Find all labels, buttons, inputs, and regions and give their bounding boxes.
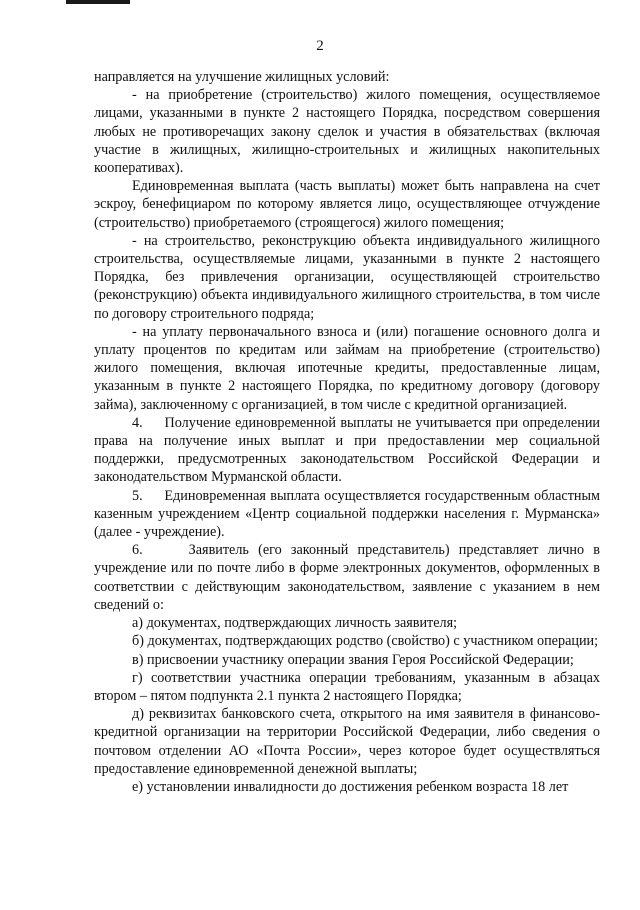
scan-edge-mark — [66, 0, 130, 4]
document-body — [94, 68, 600, 796]
list-item-a: а) документах, подтверждающих личность заявителя; — [132, 615, 458, 632]
paragraph-item-4: 4. Получение единовременной выплаты не учитывается при определении права на получение иных выплат и при предоставлении мер социальной поддержки, предусмотренных законодательством Российской Федерации и законодательством Мурманской области. — [94, 414, 600, 486]
paragraph-purchase: - на приобретение (строительство) жилого помещения, осуществляемое лицами, указанными в пункте 2 настоящего Порядка, посредством совершения любых не противоречащих закону сделок и участия в обязательствах (включая участие в жилищных, жилищно-строительных и жилищных накопительных кооперативах). — [94, 87, 600, 177]
list-item-g: г) соответствии участника операции требованиям, указанным в абзацах втором – пятом подпункта 2.1 пункта 2 настоящего Порядка; — [94, 669, 600, 704]
list-item-v: в) присвоении участнику операции звания Героя Российской Федерации; — [132, 651, 574, 668]
page-number: 2 — [316, 38, 324, 54]
paragraph-construction: - на строительство, реконструкцию объекта индивидуального жилищного строительства, осуществляемые лицами, указанными в пункте 2 настоящего Порядка, без привлечения организации, осуществляющей строительство (реконструкцию) объекта индивидуального жилищного строительства, в том числе по договору строительного подряда; — [94, 232, 600, 322]
list-item-e: е) установлении инвалидности до достижения ребенком возраста 18 лет — [132, 778, 569, 795]
paragraph-item-5: 5. Единовременная выплата осуществляется государственным областным казенным учреждением «Центр социальной поддержки населения г. Мурманска» (далее - учреждение). — [94, 487, 600, 541]
paragraph-mortgage: - на уплату первоначального взноса и (или) погашение основного долга и уплату процентов по кредитам или займам на приобретение (строительство) жилого помещения, включая ипотечные кредиты, предоставленные лицам, указанным в пункте 2 настоящего Порядка, по кредитному договору (договору займа), заключенному с организацией, в том числе с кредитной организацией. — [94, 323, 600, 413]
paragraph-item-6: 6. Заявитель (его законный представитель) представляет лично в учреждение или по почте либо в форме электронных документов, оформленных в соответствии с действующим законодательством, заявление с указанием в нем сведений о: — [94, 542, 600, 613]
list-item-b: б) документах, подтверждающих родство (свойство) с участником операции; — [132, 633, 599, 650]
paragraph-intro: направляется на улучшение жилищных условий: — [94, 69, 390, 85]
list-item-d: д) реквизитах банковского счета, открытого на имя заявителя в финансово-кредитной организации на территории Российской Федерации, либо сведения о почтовом отделении АО «Почта России», через которое будет осуществляться предоставление единовременной денежной выплаты; — [94, 706, 600, 777]
paragraph-escrow: Единовременная выплата (часть выплаты) может быть направлена на счет эскроу, бенефициаром по которому является лицо, осуществляющее отчуждение (строительство) приобретаемого (строящегося) жилого помещения; — [94, 178, 600, 231]
